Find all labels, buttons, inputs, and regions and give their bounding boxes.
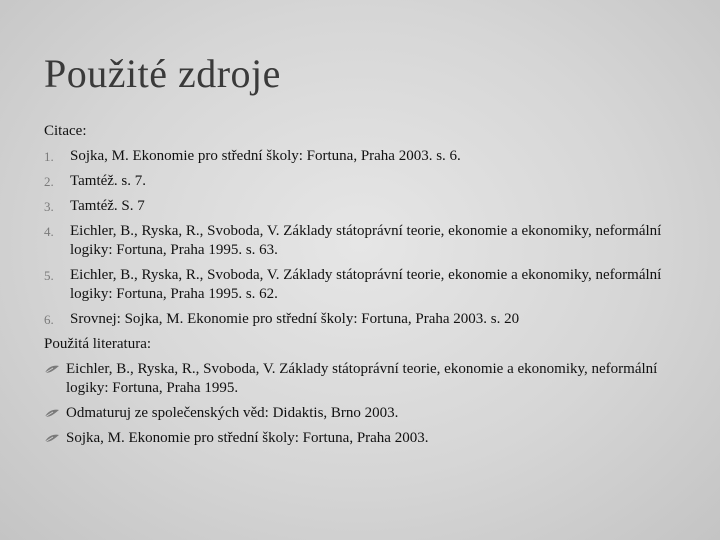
- citation-item: [44, 147, 684, 166]
- citations-label: Citace:: [44, 123, 87, 139]
- leaf-bullet-icon: [44, 408, 60, 419]
- citation-number: 5.: [44, 268, 54, 283]
- citation-number: 3.: [44, 199, 54, 214]
- citation-text: Srovnej: Sojka, M. Ekonomie pro střední školy: Fortuna, Praha 2003. s. 20: [70, 311, 520, 327]
- citation-item: [44, 222, 684, 260]
- leaf-bullet-icon: [44, 433, 60, 444]
- citation-number: 2.: [44, 174, 54, 189]
- citation-text: Sojka, M. Ekonomie pro střední školy: Fortuna, Praha 2003. s. 6.: [70, 148, 461, 164]
- citation-text: Tamtéž. S. 7: [70, 198, 145, 214]
- literature-text: Sojka, M. Ekonomie pro střední školy: Fortuna, Praha 2003.: [66, 430, 429, 446]
- citation-item: [44, 197, 684, 216]
- citation-item: [44, 310, 684, 329]
- slide-content: [44, 122, 684, 454]
- citation-text: Eichler, B., Ryska, R., Svoboda, V. Základy státoprávní teorie, ekonomie a ekonomiky, neformální logiky: Fortuna, Praha 1995. s. 63.: [70, 223, 662, 258]
- literature-item: [44, 360, 684, 398]
- literature-item: [44, 404, 684, 423]
- citation-number: 6.: [44, 312, 54, 327]
- citation-item: [44, 266, 684, 304]
- citation-text: Tamtéž. s. 7.: [70, 173, 147, 189]
- citation-item: [44, 172, 684, 191]
- leaf-bullet-icon: [44, 364, 60, 375]
- literature-item: [44, 429, 684, 448]
- slide-title: Použité zdroje: [44, 51, 281, 96]
- literature-label: Použitá literatura:: [44, 336, 152, 352]
- literature-text: Odmaturuj ze společenských věd: Didaktis, Brno 2003.: [66, 405, 399, 421]
- citation-text: Eichler, B., Ryska, R., Svoboda, V. Základy státoprávní teorie, ekonomie a ekonomiky, neformální logiky: Fortuna, Praha 1995. s. 62.: [70, 267, 662, 302]
- citation-number: 4.: [44, 224, 54, 239]
- literature-text: Eichler, B., Ryska, R., Svoboda, V. Základy státoprávní teorie, ekonomie a ekonomiky, neformální logiky: Fortuna, Praha 1995.: [66, 361, 658, 396]
- citation-number: 1.: [44, 149, 54, 164]
